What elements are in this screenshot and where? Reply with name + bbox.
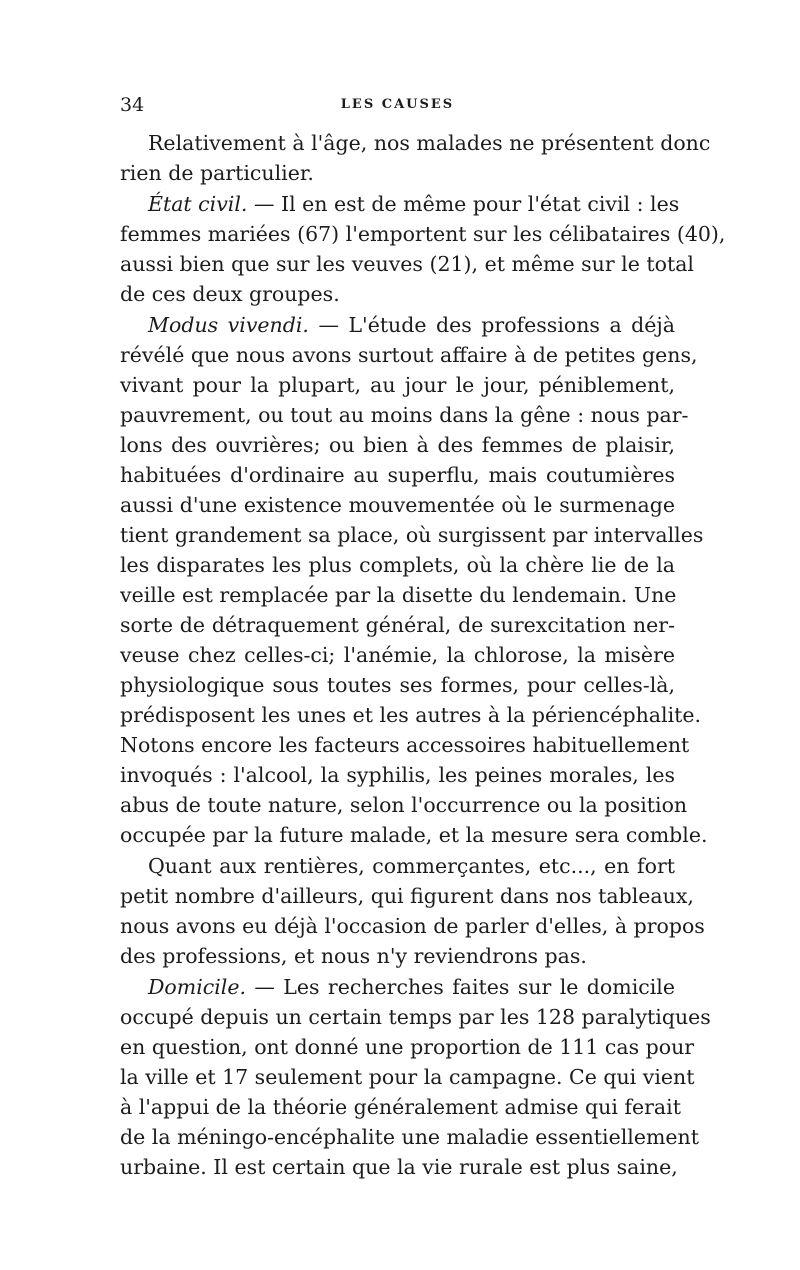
section-heading-modus-vivendi: Modus vivendi.: [148, 313, 309, 337]
body-text-line: vivant pour la plupart, au jour le jour, péniblement,: [120, 373, 675, 397]
body-text-line: des professions, et nous n'y reviendrons pas.: [120, 944, 587, 968]
body-text-line: petit nombre d'ailleurs, qui figurent dans nos tableaux,: [120, 884, 694, 908]
body-text-line: occupé depuis un certain temps par les 128 paralytiques: [120, 1005, 711, 1029]
body-text-line: en question, ont donné une proportion de 111 cas pour: [120, 1035, 695, 1059]
body-text-line: État civil. — Il en est de même pour l'état civil : les: [148, 192, 680, 216]
page-number: 34: [120, 94, 145, 116]
body-text-line: urbaine. Il est certain que la vie rurale est plus saine,: [120, 1155, 678, 1179]
body-text-line: la ville et 17 seulement pour la campagne. Ce qui vient: [120, 1065, 695, 1089]
body-text-line: occupée par la future malade, et la mesure sera comble.: [120, 823, 708, 847]
page-header: [120, 93, 675, 117]
section-heading-etat-civil: État civil.: [148, 192, 248, 216]
body-text-line: abus de toute nature, selon l'occurrence ou la position: [120, 793, 688, 817]
body-text-line: Modus vivendi. — L'étude des professions a déjà: [148, 313, 675, 337]
body-text-line: invoqués : l'alcool, la syphilis, les peines morales, les: [120, 763, 675, 787]
body-text-line: femmes mariées (67) l'emportent sur les célibataires (40),: [120, 222, 726, 246]
body-text-line: les disparates les plus complets, où la chère lie de la: [120, 553, 675, 577]
body-text-line: prédisposent les unes et les autres à la périencéphalite.: [120, 703, 702, 727]
body-text-line: à l'appui de la théorie généralement admise qui ferait: [120, 1095, 681, 1119]
body-text-line: veille est remplacée par la disette du lendemain. Une: [120, 583, 677, 607]
running-head: LES CAUSES: [340, 97, 455, 112]
body-text-line: de ces deux groupes.: [120, 282, 340, 306]
body-text-line: de la méningo-encéphalite une maladie essentiellement: [120, 1125, 699, 1149]
body-text-line: révélé que nous avons surtout affaire à de petites gens,: [120, 343, 698, 367]
body-text-line: aussi bien que sur les veuves (21), et même sur le total: [120, 252, 694, 276]
body-text-line: physiologique sous toutes ses formes, pour celles-là,: [120, 673, 675, 697]
body-text-line: veuse chez celles-ci; l'anémie, la chlorose, la misère: [120, 643, 675, 667]
body-text-line: tient grandement sa place, où surgissent par intervalles: [120, 523, 704, 547]
body-text-line: aussi d'une existence mouvementée où le surmenage: [120, 493, 675, 517]
body-text-line: nous avons eu déjà l'occasion de parler d'elles, à propos: [120, 914, 705, 938]
body-text-line: rien de particulier.: [120, 161, 314, 185]
body-text-line: habituées d'ordinaire au superflu, mais coutumières: [120, 463, 675, 487]
body-text-line: pauvrement, ou tout au moins dans la gêne : nous par-: [120, 403, 689, 427]
section-heading-domicile: Domicile.: [148, 975, 247, 999]
body-text-line: Notons encore les facteurs accessoires habituellement: [120, 733, 690, 757]
body-text-line: sorte de détraquement général, de surexcitation ner-: [120, 613, 675, 637]
body-text-line: Quant aux rentières, commerçantes, etc..., en fort: [148, 854, 675, 878]
body-text-line: lons des ouvrières; ou bien à des femmes de plaisir,: [120, 433, 675, 457]
body-text-line: Relativement à l'âge, nos malades ne présentent donc: [148, 131, 711, 155]
body-text-line: Domicile. — Les recherches faites sur le domicile: [148, 975, 675, 999]
